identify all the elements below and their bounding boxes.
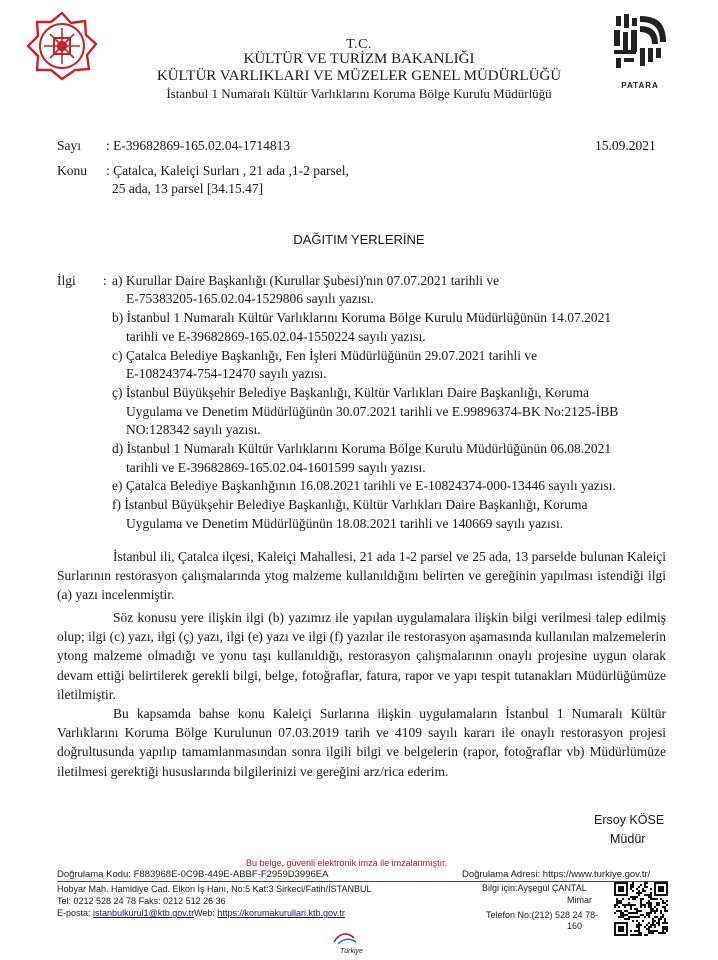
ilgi-line: d) İstanbul 1 Numaralı Kültür Varlıklarını Koruma Bölge Kurulu Müdürlüğünün 06.08.2021	[112, 441, 612, 456]
web-link[interactable]: https://korumakurullari.ktb.gov.tr	[217, 908, 345, 918]
body-paragraph-2: Söz konusu yere ilişkin ilgi (b) yazımız ile yapılan uygulamalara ilişkin bilgi verilmesi talep edilmiş olup; ilgi (c) yazı, ilgi (ç) yazı, ilgi (e) yazı ve ilgi (f) yazılar ile restorasyon aşamasında kullanılan malzemelerin ytong malzeme olmadığı ve yonu taşı kullanıldığı, restorasyon çalışmalarının onaylı projesine uygun olarak devam ettiği belirtilerek gerekli bilgi, belge, fotoğraflar, fatura, rapor ve yapı tespit tutanakları Müdürlüğümüze iletilmiştir.	[57, 610, 666, 702]
ilgi-colon: :	[103, 273, 107, 288]
distribution-title: DAĞITIM YERLERİNE	[293, 232, 425, 247]
office-contact: E-posta: istanbulkurul1@ktb.gov.trWeb: https://korumakurullari.ktb.gov.tr	[57, 908, 345, 918]
sayi-label: Sayı	[57, 138, 82, 153]
office-address: Hobyar Mah. Hamidiye Cad. Elkon İş Hanı, No:5 Kat:3 Sirkeci/Fatih/İSTANBUL	[57, 884, 372, 894]
ilgi-line: tarihli ve E-39682869-165.02.04-1550224 sayılı yazısı.	[126, 329, 426, 344]
sayi-value: : E-39682869-165.02.04-1714813	[106, 138, 291, 153]
ilgi-line: NO:128342 sayılı yazısı.	[126, 422, 261, 437]
office-phone-fax: Tel: 0212 528 24 78 Faks: 0212 512 26 36	[57, 896, 226, 906]
esign-notice: Bu belge, güvenli elektronik imza ile imzalanmıştır.	[246, 858, 448, 868]
signer-title: Müdür	[610, 832, 646, 846]
body-paragraph-1: İstanbul ili, Çatalca ilçesi, Kaleiçi Mahallesi, 21 ada 1-2 parsel ve 25 ada, 13 parselde bulunan Kaleiçi Surlarının restorasyon çalışmalarında ytog malzeme kullanıldığını belirten ve gereğinin yapılması istendiği ilgi (a) yazı incelenmiştir.	[57, 549, 666, 603]
ilgi-line: E-75383205-165.02.04-1529806 sayılı yazısı.	[126, 291, 374, 306]
header-ministry: KÜLTÜR VE TURİZM BAKANLIĞI	[243, 51, 475, 67]
konu-line-2: 25 ada, 13 parsel [34.15.47]	[112, 181, 264, 196]
ilgi-line: Uygulama ve Denetim Müdürlüğünün 30.07.2021 tarihli ve E.99896374-BK No:2125-İBB	[126, 404, 619, 419]
email-link[interactable]: istanbulkurul1@ktb.gov.tr	[93, 908, 195, 918]
ilgi-line: Uygulama ve Denetim Müdürlüğünün 18.08.2021 tarihli ve 140669 sayılı yazısı.	[126, 516, 564, 531]
patara-logo-text: PATARA	[621, 81, 659, 90]
header-tc: T.C.	[346, 37, 372, 52]
verification-address: Doğrulama Adresi: https://www.turkiye.gov.tr/	[462, 869, 651, 880]
ilgi-line: E-10824374-754-12470 sayılı yazısı.	[126, 366, 327, 381]
contact-role: Mimar	[567, 895, 592, 905]
footer-divider	[57, 881, 668, 882]
verification-code: Doğrulama Kodu: F883968E-0C9B-449E-ABBF-F2959D3996EA	[57, 869, 329, 880]
header-directorate: KÜLTÜR VARLIKLARI VE MÜZELER GENEL MÜDÜRLÜĞÜ	[156, 68, 562, 84]
ilgi-line: a) Kurullar Daire Başkanlığı (Kurullar Şubesi)'nın 07.07.2021 tarihli ve	[112, 273, 500, 288]
body-paragraph-3: Bu kapsamda bahse konu Kaleiçi Surlarına ilişkin uygulamaların İstanbul 1 Numaralı Kültür Varlıklarını Koruma Bölge Kurulunun 07.03.2019 tarih ve 4109 sayılı kararı ile onaylı restorasyon projesi doğrultusunda yapılıp tamamlanmasından sonra ilgili bilgi ve belgelerin (rapor, fotoğraflar vb) Müdürlümüze iletilmesi gerektiği hususlarında bilgilerinizi ve gereğini arz/rica ederim.	[57, 706, 666, 779]
qr-code-icon	[614, 882, 668, 936]
contact-person: Bilgi için:Ayşegül ÇANTAL	[482, 883, 587, 893]
konu-line-1: : Çatalca, Kaleiçi Surları , 21 ada ,1-2 parsel,	[106, 163, 349, 178]
ilgi-line: f) İstanbul Büyükşehir Belediye Başkanlığı, Kültür Varlıkları Daire Başkanlığı, Koruma	[112, 497, 588, 512]
signer-name: Ersoy KÖSE	[594, 813, 665, 827]
ilgi-label: İlgi	[57, 273, 76, 288]
ilgi-line: c) Çatalca Belediye Başkanlığı, Fen İşleri Müdürlüğünün 29.07.2021 tarihli ve	[112, 348, 538, 363]
contact-phone-2: 160	[567, 921, 583, 931]
ilgi-line: b) İstanbul 1 Numaralı Kültür Varlıklarını Koruma Bölge Kurulu Müdürlüğünün 14.07.2021	[112, 310, 612, 325]
ilgi-line: tarihli ve E-39682869-165.02.04-1601599 sayılı yazısı.	[126, 460, 426, 475]
document-date: 15.09.2021	[595, 138, 656, 153]
turkiye-logo-icon: Türkiye	[332, 930, 372, 955]
header-office: İstanbul 1 Numaralı Kültür Varlıklarını Koruma Bölge Kurulu Müdürlüğü	[166, 86, 552, 101]
ilgi-line: e) Çatalca Belediye Başkanlığının 16.08.2021 tarihli ve E-10824374-000-13446 sayılı yazısı.	[112, 478, 616, 493]
konu-label: Konu	[57, 163, 87, 178]
contact-phone-1: Telefon No:(212) 528 24 78-	[486, 910, 599, 920]
ilgi-line: ç) İstanbul Büyükşehir Belediye Başkanlığı, Kültür Varlıkları Daire Başkanlığı, Koruma	[112, 385, 590, 400]
